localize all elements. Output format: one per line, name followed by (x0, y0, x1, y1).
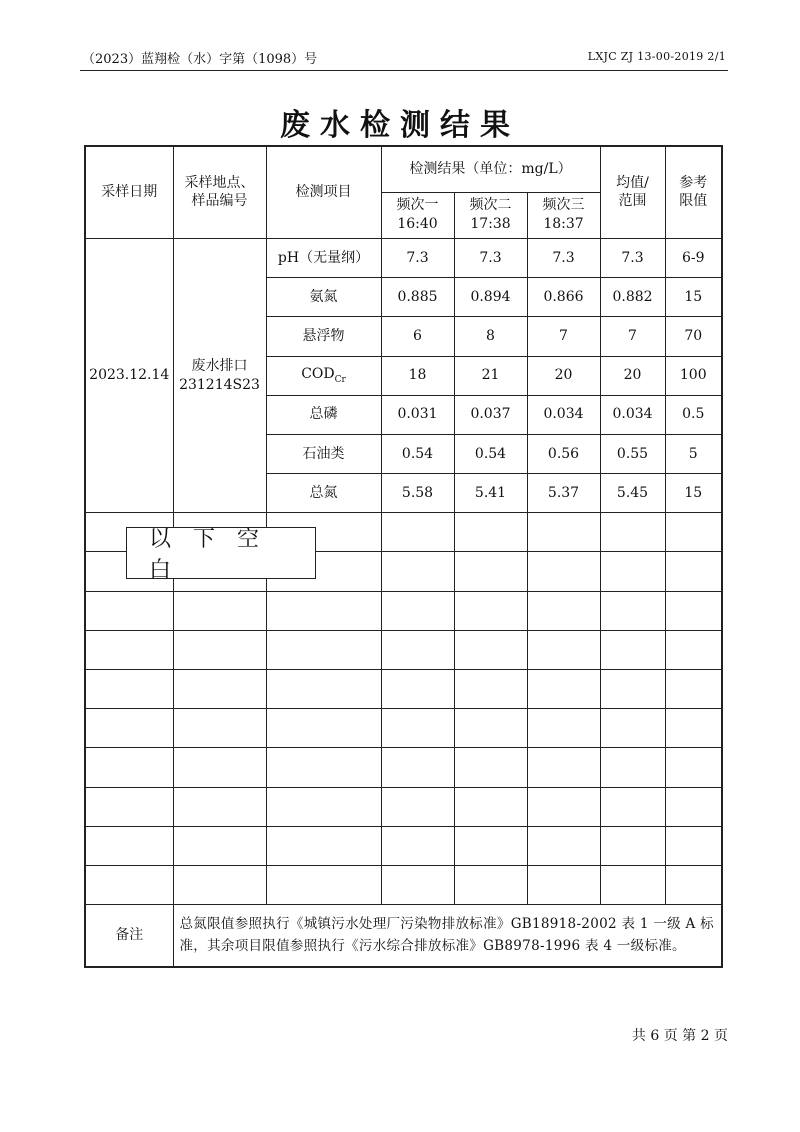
limit-cell: 5 (665, 434, 722, 473)
item-name: 总氮 (266, 474, 381, 513)
value-cell: 0.54 (454, 434, 527, 473)
value-cell: 0.866 (527, 278, 600, 317)
value-cell: 8 (454, 317, 527, 356)
header-average: 均值/ 范围 (600, 146, 665, 238)
item-name: 总磷 (266, 395, 381, 434)
limit-cell: 15 (665, 474, 722, 513)
value-cell: 0.885 (381, 278, 454, 317)
empty-row (85, 591, 722, 630)
average-cell: 20 (600, 356, 665, 395)
value-cell: 20 (527, 356, 600, 395)
value-cell: 7.3 (381, 238, 454, 277)
empty-row (85, 865, 722, 904)
value-cell: 0.037 (454, 395, 527, 434)
item-name: 石油类 (266, 434, 381, 473)
table-row (85, 238, 722, 277)
limit-cell: 70 (665, 317, 722, 356)
average-cell: 0.55 (600, 434, 665, 473)
empty-row (85, 630, 722, 669)
page-title: 废水检测结果 (280, 108, 520, 143)
header-freq-1: 频次一 16:40 (381, 192, 454, 238)
item-name: pH（无量纲） (266, 238, 381, 277)
value-cell: 5.41 (454, 474, 527, 513)
value-cell: 0.54 (381, 434, 454, 473)
remark-label: 备注 (85, 905, 173, 967)
value-cell: 5.58 (381, 474, 454, 513)
empty-row (85, 709, 722, 748)
sample-location: 废水排口 231214S23 (173, 238, 266, 512)
document-code: LXJC ZJ 13-00-2019 2/1 (587, 50, 726, 63)
limit-cell: 0.5 (665, 395, 722, 434)
blank-below-stamp: 以下空白 (126, 527, 316, 579)
empty-row (85, 787, 722, 826)
value-cell: 7.3 (454, 238, 527, 277)
value-cell: 7 (527, 317, 600, 356)
average-cell: 0.882 (600, 278, 665, 317)
value-cell: 21 (454, 356, 527, 395)
limit-cell: 15 (665, 278, 722, 317)
header-freq-2: 频次二 17:38 (454, 192, 527, 238)
empty-row (85, 748, 722, 787)
remark-text: 总氮限值参照执行《城镇污水处理厂污染物排放标准》GB18918-2002 表 1 一级 A 标准，其余项目限值参照执行《污水综合排放标准》GB8978-1996 表 4 一级标准。 (173, 905, 722, 967)
item-name: 悬浮物 (266, 317, 381, 356)
header-sample-date: 采样日期 (85, 146, 173, 238)
empty-row (85, 826, 722, 865)
empty-row (85, 670, 722, 709)
header-freq-3: 频次三 18:37 (527, 192, 600, 238)
header-results: 检测结果（单位：mg/L） (381, 146, 600, 192)
value-cell: 5.37 (527, 474, 600, 513)
header-item: 检测项目 (266, 146, 381, 238)
average-cell: 0.034 (600, 395, 665, 434)
value-cell: 7.3 (527, 238, 600, 277)
value-cell: 0.031 (381, 395, 454, 434)
value-cell: 6 (381, 317, 454, 356)
header-divider (80, 70, 728, 71)
value-cell: 0.56 (527, 434, 600, 473)
value-cell: 0.894 (454, 278, 527, 317)
report-number: （2023）蓝翔检（水）字第（1098）号 (82, 52, 318, 67)
item-name: 氨氮 (266, 278, 381, 317)
item-name: $COD_{Cr}$ (266, 356, 381, 395)
sample-date: 2023.12.14 (85, 238, 173, 512)
limit-cell: 100 (665, 356, 722, 395)
header-limit: 参考 限值 (665, 146, 722, 238)
limit-cell: 6-9 (665, 238, 722, 277)
page-number: 共 6 页 第 2 页 (631, 1028, 728, 1044)
average-cell: 5.45 (600, 474, 665, 513)
average-cell: 7.3 (600, 238, 665, 277)
average-cell: 7 (600, 317, 665, 356)
value-cell: 0.034 (527, 395, 600, 434)
remark-row (85, 905, 722, 967)
header-location: 采样地点、 样品编号 (173, 146, 266, 238)
value-cell: 18 (381, 356, 454, 395)
